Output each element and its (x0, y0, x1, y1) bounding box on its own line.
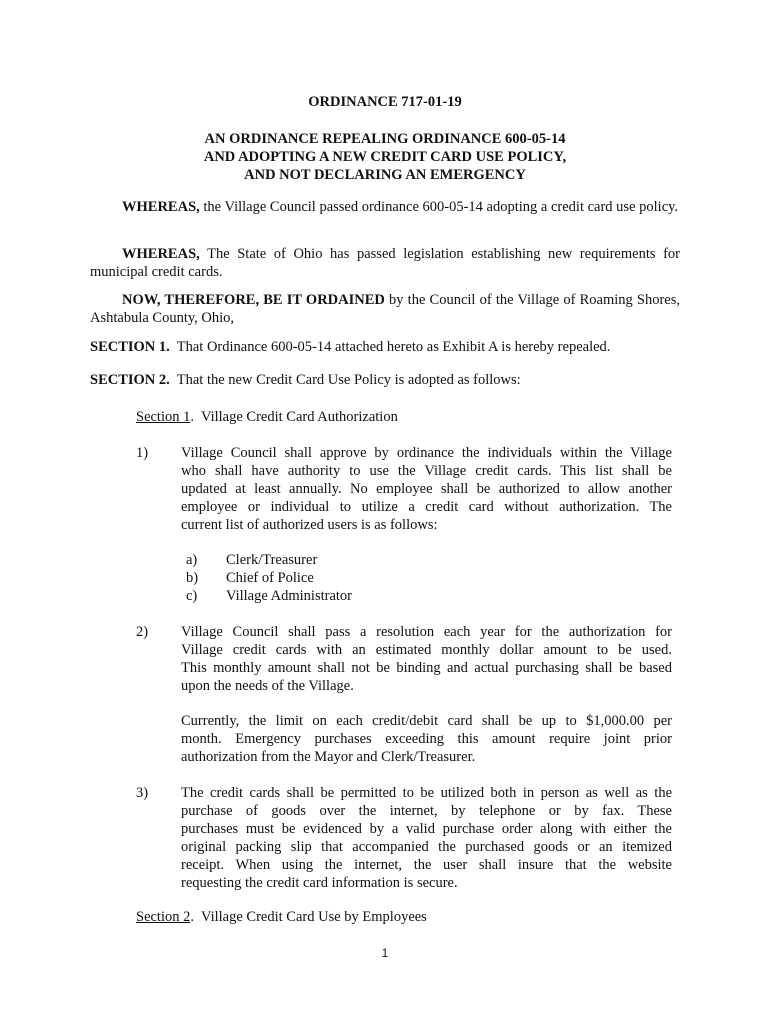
subtitle-line-2: AND ADOPTING A NEW CREDIT CARD USE POLICY, (203, 149, 567, 165)
item-2-line-3: This monthly amount shall not be binding and actual purchasing shall be based (181, 660, 672, 676)
whereas-lead-1: WHEREAS, (122, 199, 200, 215)
section-1-paragraph (90, 338, 610, 356)
item-1-line-4: employee or individual to utilize a credit card without authorization. The (181, 499, 672, 515)
section-1-lead: SECTION 1. (90, 339, 170, 355)
list-item-c-letter: c) (186, 588, 198, 604)
list-item-b-text: Chief of Police (226, 570, 314, 586)
subtitle-line-1: AN ORDINANCE REPEALING ORDINANCE 600-05-14 (204, 131, 566, 147)
subsection-2-label: Section 2 (136, 909, 191, 925)
item-3-line-6: requesting the credit card information is secure. (181, 875, 458, 891)
item-3-line-3: purchases must be evidenced by a valid purchase order along with either the (181, 821, 672, 837)
whereas-text-2: The State of Ohio has passed legislation establishing new requirements for municipal credit cards. (90, 246, 680, 280)
section-2-text: That the new Credit Card Use Policy is adopted as follows: (169, 372, 521, 388)
subsection-2-text: . Village Credit Card Use by Employees (190, 909, 427, 925)
list-item-a-letter: a) (186, 552, 198, 568)
item-3-line-2: purchase of goods over the internet, by telephone or by fax. These (181, 803, 672, 819)
item-2-body-continued (181, 712, 672, 766)
item-3-line-1: The credit cards shall be permitted to be utilized both in person as well as the (181, 785, 672, 801)
page-number: 1 (381, 946, 389, 960)
ordained-lead: NOW, THEREFORE, BE IT ORDAINED (122, 292, 385, 308)
subtitle-line-3: AND NOT DECLARING AN EMERGENCY (244, 167, 526, 183)
whereas-paragraph-2 (90, 245, 680, 281)
ordained-text: by the Council of the Village of Roaming Shores, Ashtabula County, Ohio, (90, 292, 681, 326)
subsection-2-heading (136, 908, 427, 926)
item-1-line-2: who shall have authority to use the Village credit cards. This list shall be (181, 463, 672, 479)
list-item-a-text: Clerk/Treasurer (226, 552, 318, 568)
item-1-line-1: Village Council shall approve by ordinance the individuals within the Village (181, 445, 672, 461)
item-1-body (181, 444, 672, 534)
item-2-cont-line-1: Currently, the limit on each credit/debit card shall be up to $1,000.00 per (181, 713, 672, 729)
item-3-body (181, 784, 672, 892)
section-2-lead: SECTION 2. (90, 372, 170, 388)
item-3-number: 3) (136, 785, 149, 801)
subsection-1-label: Section 1 (136, 409, 191, 425)
ordinance-title: ORDINANCE 717-01-19 (308, 94, 462, 110)
list-item-c-text: Village Administrator (226, 588, 352, 604)
item-1-line-3: updated at least annually. No employee shall be authorized to allow another (181, 481, 672, 497)
whereas-text-1: the Village Council passed ordinance 600-05-14 adopting a credit card use policy. (199, 199, 679, 215)
item-2-number: 2) (136, 624, 149, 640)
section-2-paragraph (90, 371, 521, 389)
section-1-text: That Ordinance 600-05-14 attached hereto as Exhibit A is hereby repealed. (169, 339, 611, 355)
item-2-line-4: upon the needs of the Village. (181, 678, 354, 694)
whereas-lead-2: WHEREAS, (122, 246, 200, 262)
item-2-cont-line-2: month. Emergency purchases exceeding this amount require joint prior (181, 731, 672, 747)
subsection-1-heading (136, 408, 398, 426)
item-3-line-5: receipt. When using the internet, the user shall insure that the website (181, 857, 672, 873)
item-2-line-2: Village credit cards with an estimated monthly dollar amount to be used. (181, 642, 672, 658)
subsection-1-text: . Village Credit Card Authorization (190, 409, 398, 425)
whereas-paragraph-1 (90, 198, 680, 216)
item-2-cont-line-3: authorization from the Mayor and Clerk/Treasurer. (181, 749, 476, 765)
item-2-body (181, 623, 672, 695)
ordained-paragraph (90, 291, 680, 327)
item-1-line-5: current list of authorized users is as follows: (181, 517, 438, 533)
list-item-b-letter: b) (186, 570, 199, 586)
item-2-line-1: Village Council shall pass a resolution each year for the authorization for (181, 624, 672, 640)
item-1-number: 1) (136, 445, 149, 461)
item-3-line-4: original packing slip that accompanied the purchased goods or an itemized (181, 839, 672, 855)
